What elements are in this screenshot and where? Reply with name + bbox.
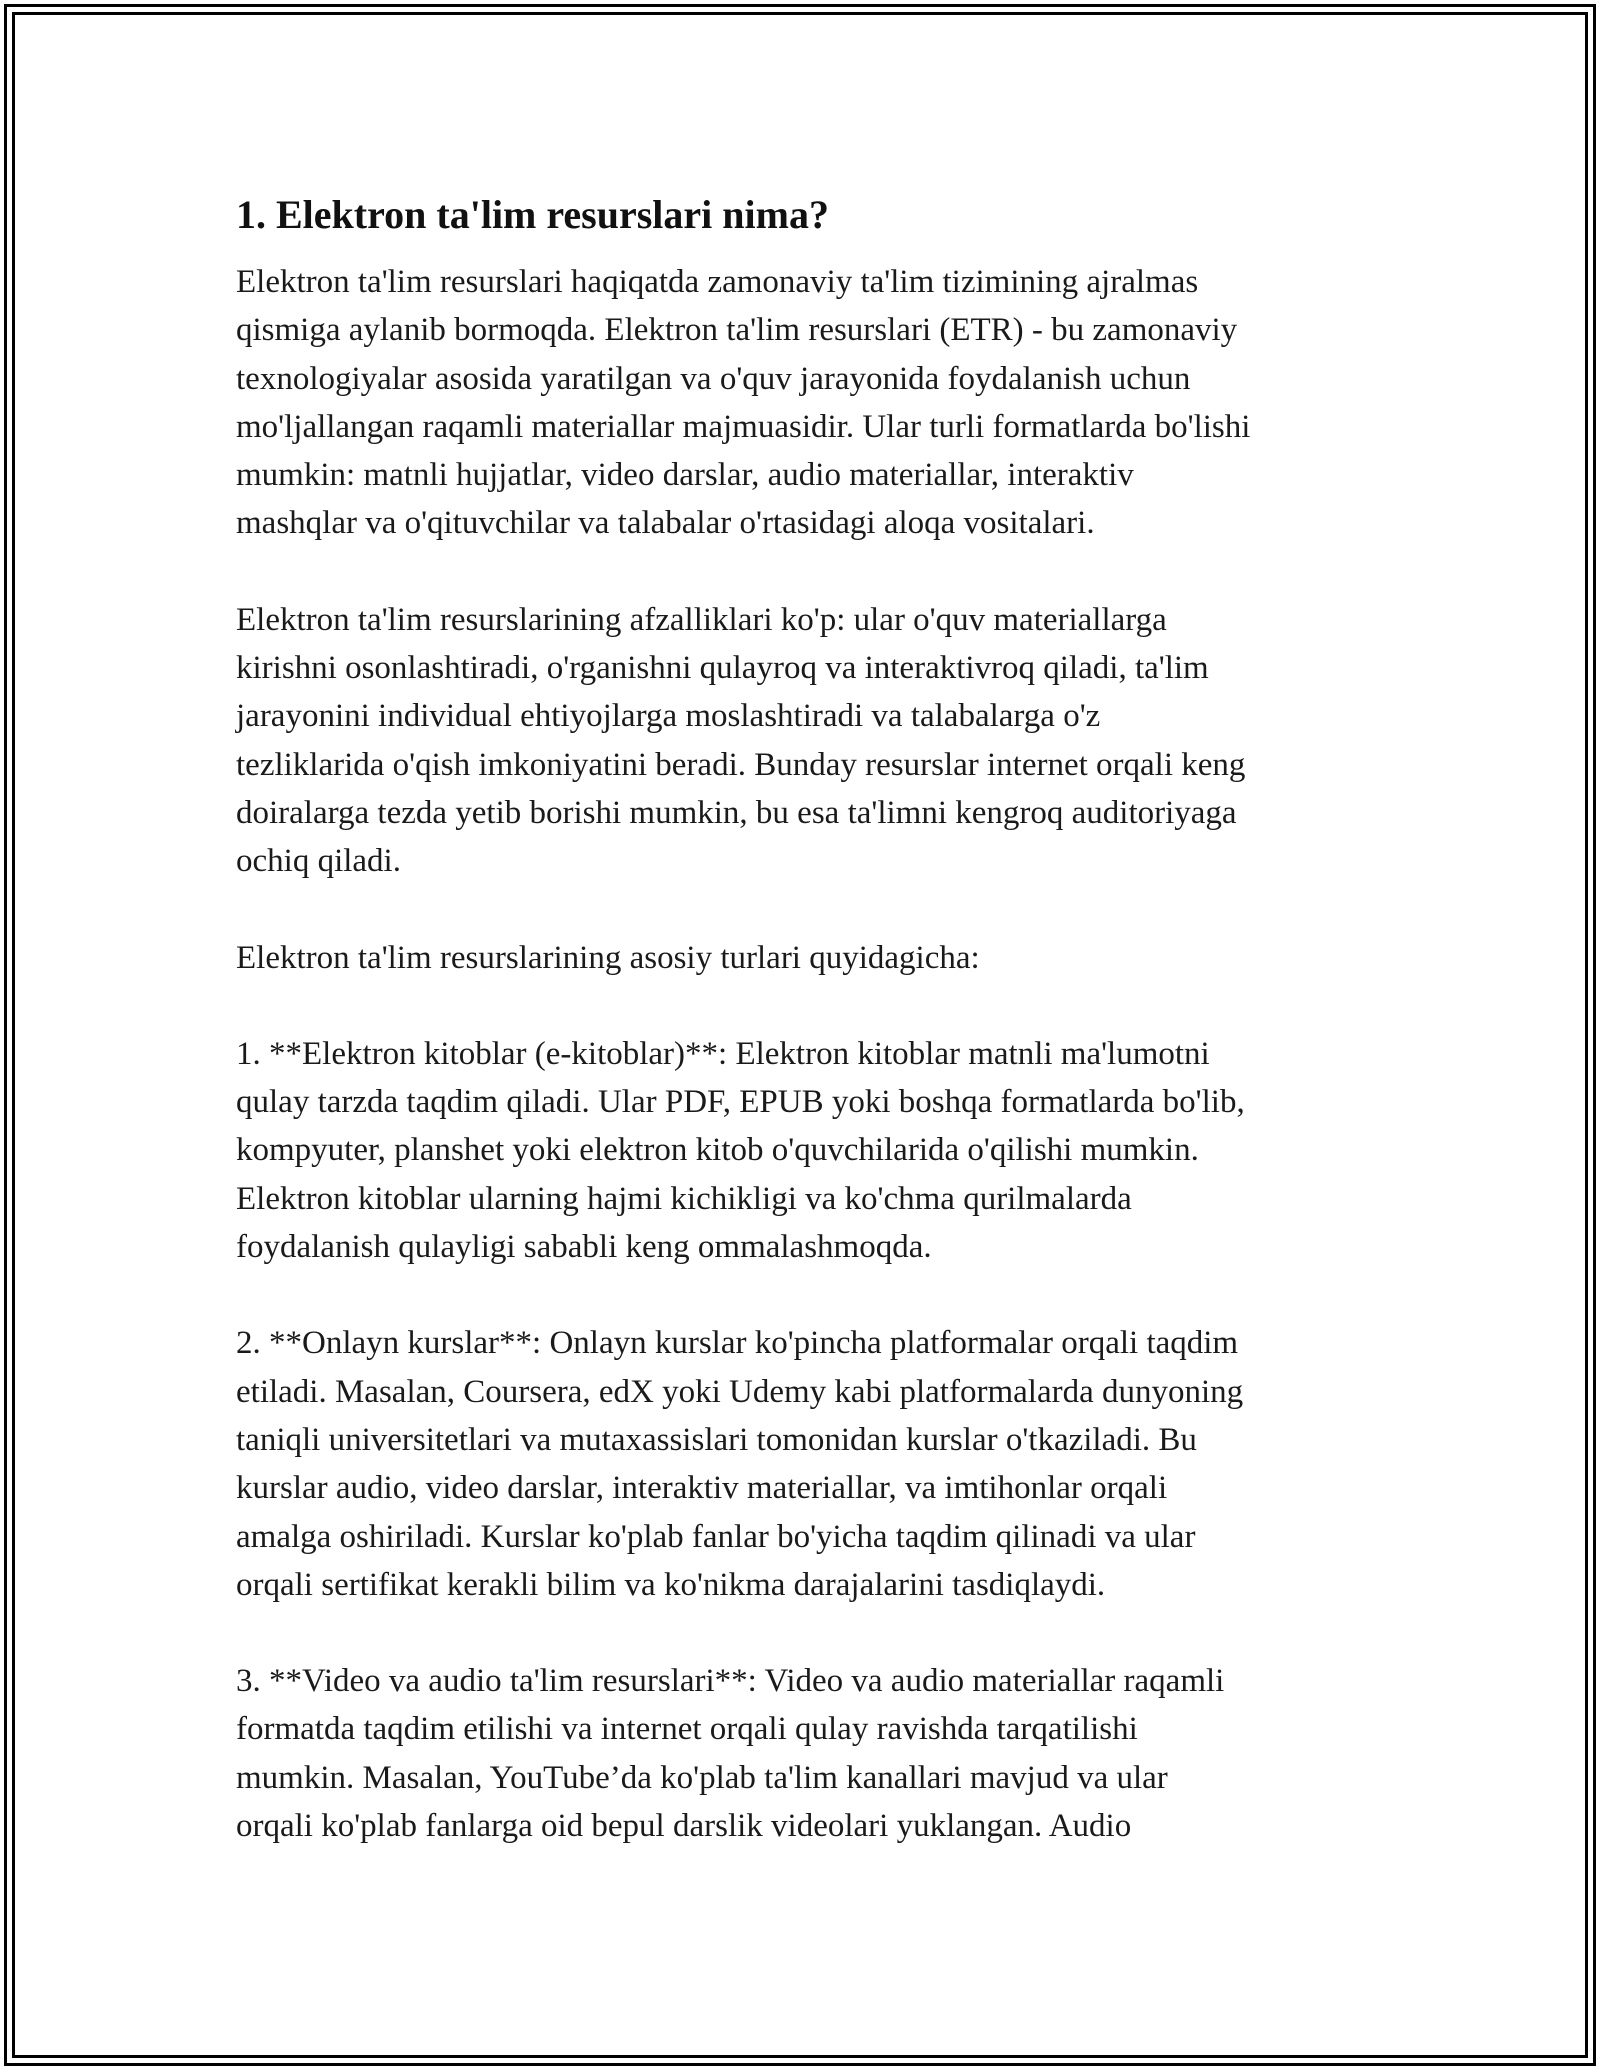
paragraph-line: taniqli universitetlari va mutaxassislari tomonidan kurslar o'tkaziladi. Bu [236, 1421, 1197, 1458]
paragraph-line: texnologiyalar asosida yaratilgan va o'quv jarayonida foydalanish uchun [236, 360, 1191, 397]
paragraph [236, 934, 1376, 982]
paragraph-line: qulay tarzda taqdim qiladi. Ular PDF, EPUB yoki boshqa formatlarda bo'lib, [236, 1084, 1245, 1121]
paragraph-line: Elektron ta'lim resurslari haqiqatda zamonaviy ta'lim tizimining ajralmas [236, 264, 1199, 300]
paragraph [236, 596, 1376, 886]
paragraph-line: 3. **Video va audio ta'lim resurslari**: Video va audio materiallar raqamli [236, 1663, 1225, 1700]
paragraph-line: qismiga aylanib bormoqda. Elektron ta'lim resurslari (ETR) - bu zamonaviy [236, 312, 1238, 349]
paragraph-line: foydalanish qulayligi sababli keng ommalashmoqda. [236, 1229, 932, 1266]
paragraph-line: orqali sertifikat kerakli bilim va ko'nikma darajalarini tasdiqlaydi. [236, 1566, 1106, 1603]
document-body [236, 183, 1376, 1850]
paragraph-line: 1. **Elektron kitoblar (e-kitoblar)**: Elektron kitoblar matnli ma'lumotni [236, 1035, 1210, 1072]
paragraph-line: formatda taqdim etilishi va internet orqali qulay ravishda tarqatilishi [236, 1711, 1138, 1748]
paragraph-line: mashqlar va o'qituvchilar va talabalar o'rtasidagi aloqa vositalari. [236, 505, 1095, 542]
paragraph-line: tezliklarida o'qish imkoniyatini beradi. Bunday resurslar internet orqali keng [236, 746, 1246, 783]
paragraph [236, 1030, 1376, 1271]
paragraph-line: mo'ljallangan raqamli materiallar majmuasidir. Ular turli formatlarda bo'lishi [236, 408, 1251, 445]
paragraph [236, 1657, 1376, 1850]
paragraph-line: Elektron kitoblar ularning hajmi kichikligi va ko'chma qurilmalarda [236, 1180, 1132, 1217]
paragraph-line: kompyuter, planshet yoki elektron kitob o'quvchilarida o'qilishi mumkin. [236, 1132, 1199, 1169]
paragraph-line: 2. **Onlayn kurslar**: Onlayn kurslar ko'pincha platformalar orqali taqdim [236, 1325, 1239, 1362]
paragraph-line: jarayonini individual ehtiyojlarga moslashtiradi va talabalarga o'z [236, 698, 1101, 735]
paragraph-line: amalga oshiriladi. Kurslar ko'plab fanlar bo'yicha taqdim qilinadi va ular [236, 1518, 1196, 1555]
paragraph-line: orqali ko'plab fanlarga oid bepul darslik videolari yuklangan. Audio [236, 1808, 1132, 1845]
paragraph-line: kirishni osonlashtiradi, o'rganishni qulayroq va interaktivroq qiladi, ta'lim [236, 650, 1209, 687]
paragraph-line: doiralarga tezda yetib borishi mumkin, bu esa ta'limni kengroq auditoriyaga [236, 794, 1237, 831]
paragraph-line: mumkin: matnli hujjatlar, video darslar, audio materiallar, interaktiv [236, 457, 1134, 494]
paragraph-line: etiladi. Masalan, Coursera, edX yoki Udemy kabi platformalarda dunyoning [236, 1373, 1244, 1410]
paragraph-line: ochiq qiladi. [236, 843, 401, 880]
paragraph-line: Elektron ta'lim resurslarining afzalliklari ko'p: ular o'quv materiallarga [236, 601, 1167, 638]
document-heading: 1. Elektron ta'lim resurslari nima? [236, 192, 829, 237]
paragraph-line: Elektron ta'lim resurslarining asosiy turlari quyidagicha: [236, 939, 980, 976]
paragraph-line: mumkin. Masalan, YouTube’da ko'plab ta'lim kanallari mavjud va ular [236, 1759, 1168, 1796]
paragraph-line: kurslar audio, video darslar, interaktiv materiallar, va imtihonlar orqali [236, 1470, 1168, 1507]
paragraph [236, 258, 1376, 548]
paragraph-list [236, 258, 1376, 1850]
paragraph [236, 1319, 1376, 1609]
